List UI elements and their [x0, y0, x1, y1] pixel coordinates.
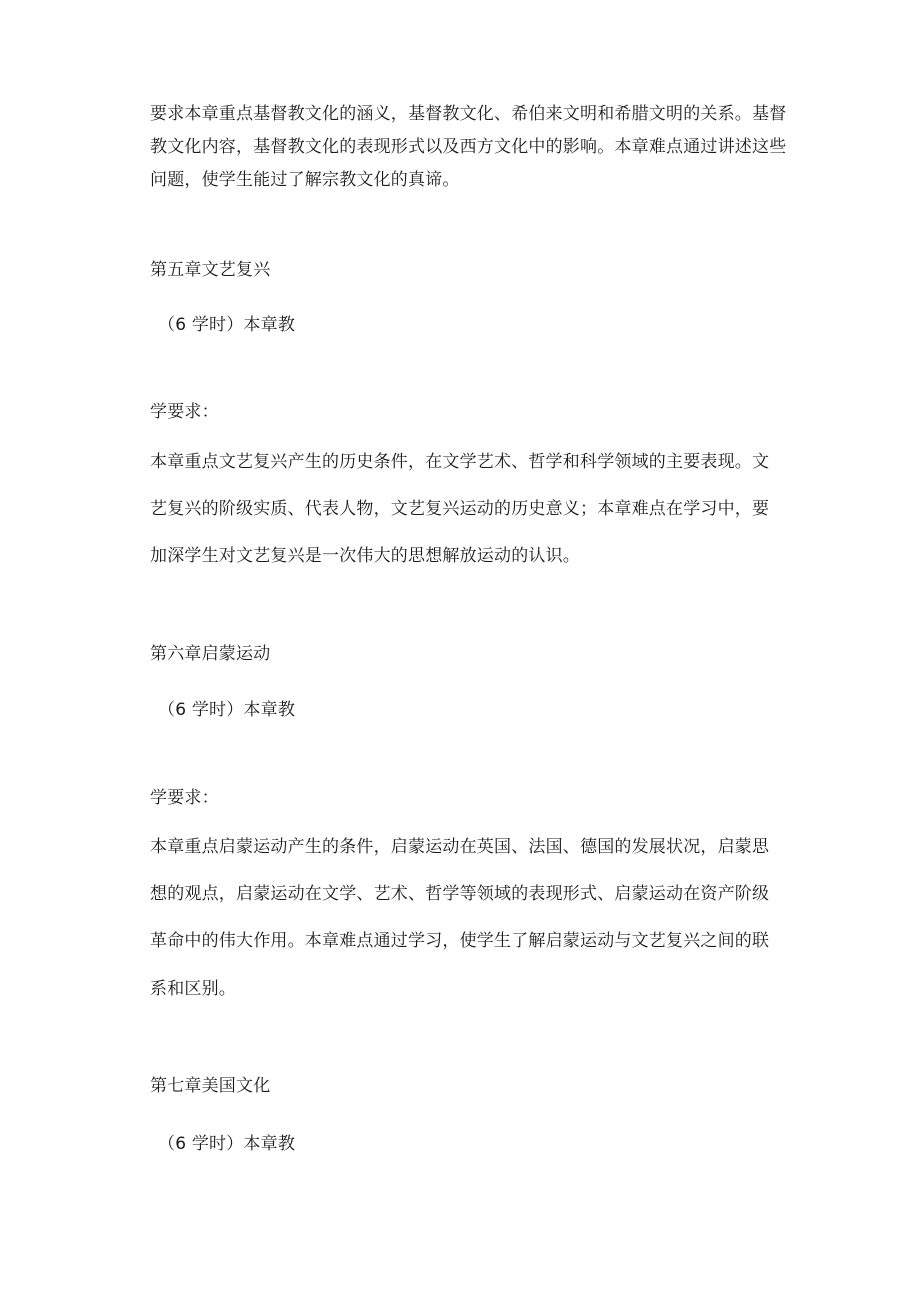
chapter6-line-4: 系和区别。 [150, 979, 236, 999]
chapter5-line-2: 艺复兴的阶级实质、代表人物，文艺复兴运动的历史意义；本章难点在学习中，要 [150, 499, 770, 519]
chapter6-line-1: 本章重点启蒙运动产生的条件，启蒙运动在英国、法国、德国的发展状况，启蒙思 [150, 837, 770, 857]
chapter7-title: 第七章美国文化 [150, 1076, 271, 1096]
intro-line-3: 问题，使学生能过了解宗教文化的真谛。 [150, 170, 460, 190]
intro-line-1: 要求本章重点基督教文化的涵义，基督教文化、希伯来文明和希腊文明的关系。基督 [150, 104, 787, 124]
chapter6-line-3: 革命中的伟大作用。本章难点通过学习，使学生了解启蒙运动与文艺复兴之间的联 [150, 931, 770, 951]
intro-line-2: 教文化内容，基督教文化的表现形式以及西方文化中的影响。本章难点通过讲述这些 [150, 137, 787, 157]
chapter6-line-2: 想的观点，启蒙运动在文学、艺术、哲学等领域的表现形式、启蒙运动在资产阶级 [150, 884, 770, 904]
chapter6-title: 第六章启蒙运动 [150, 644, 271, 664]
chapter6-requirements-label: 学要求： [150, 788, 219, 808]
chapter7-hours: （6 学时）本章教 [158, 1134, 296, 1154]
chapter5-title: 第五章文艺复兴 [150, 260, 271, 280]
chapter6-hours: （6 学时）本章教 [158, 700, 296, 720]
chapter5-hours: （6 学时）本章教 [158, 315, 296, 335]
chapter5-line-1: 本章重点文艺复兴产生的历史条件，在文学艺术、哲学和科学领域的主要表现。文 [150, 452, 770, 472]
chapter5-line-3: 加深学生对文艺复兴是一次伟大的思想解放运动的认识。 [150, 546, 580, 566]
chapter5-requirements-label: 学要求： [150, 402, 219, 422]
